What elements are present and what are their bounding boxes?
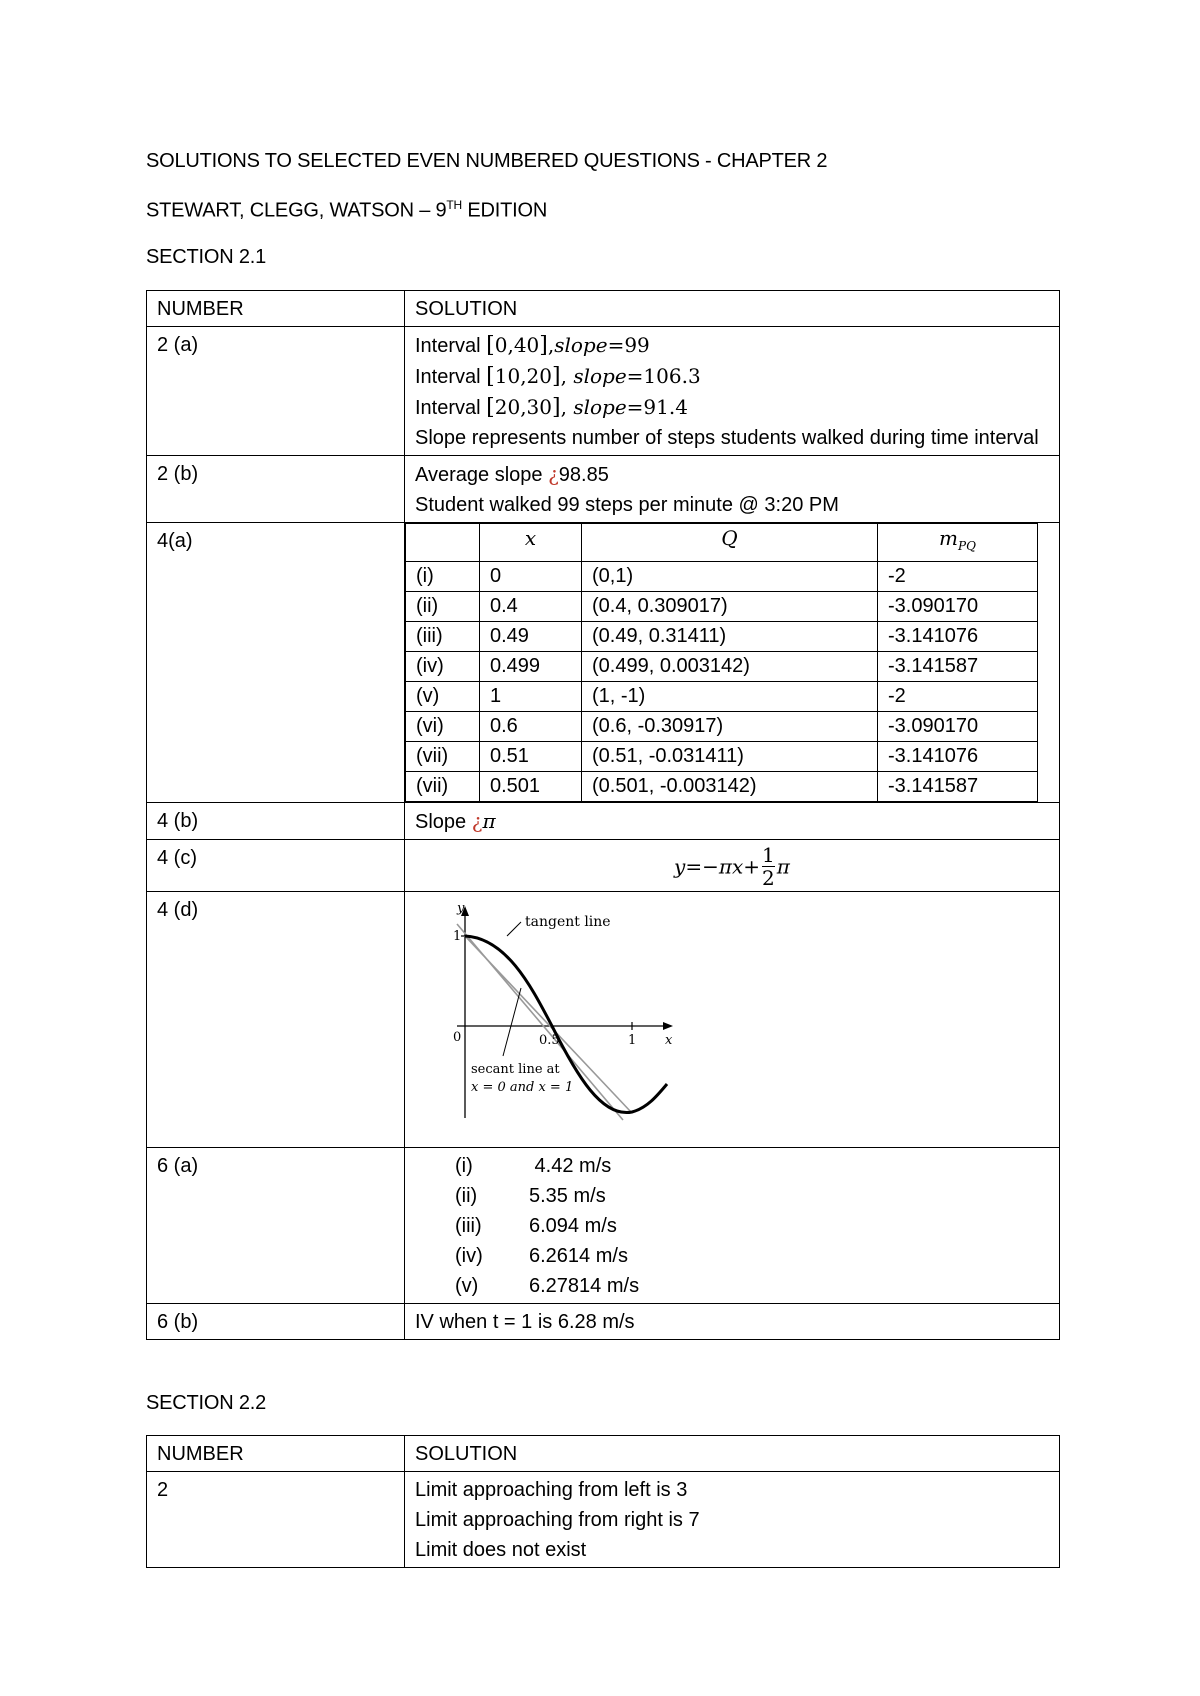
inner-row: (i) 0 (0,1) -2 <box>406 562 1038 592</box>
section-heading-2-1: SECTION 2.1 <box>146 246 267 268</box>
x-tick-one-label: 1 <box>628 1033 637 1048</box>
inner-row: (ii) 0.4 (0.4, 0.309017) -3.090170 <box>406 592 1038 622</box>
fraction: $\frac{1}{2}$ <box>762 843 775 890</box>
col-header-solution: SOLUTION <box>405 1436 1060 1472</box>
solution-cell <box>405 892 1060 1148</box>
inner-row: (vii) 0.501 (0.501, -0.003142) -3.141587 <box>406 772 1038 802</box>
secant-label-line-2: x = 0 and x = 1 <box>471 1080 574 1095</box>
x-tick-half-label: 0.5 <box>539 1033 560 1048</box>
x-axis-arrow <box>663 1022 673 1030</box>
inner-row: (v) 1 (1, -1) -2 <box>406 682 1038 712</box>
tangent-equation: y=−πx+ $\frac{1}{2}$ π <box>674 843 790 890</box>
limit-line: Limit does not exist <box>415 1539 587 1561</box>
list-item: (iii) 6.094 m/s <box>455 1215 617 1237</box>
question-number: 6 (b) <box>147 1304 405 1340</box>
table-row <box>147 456 1060 523</box>
table-header-row <box>147 1436 1060 1472</box>
tangent-line-label: tangent line <box>525 914 611 930</box>
table-row <box>147 803 1060 840</box>
secant-slope-table <box>405 523 1038 802</box>
inner-header-row <box>406 524 1038 562</box>
question-number: 4 (d) <box>147 892 405 1148</box>
question-number: 2 (a) <box>147 327 405 456</box>
y-tick-label: 1 <box>453 929 462 944</box>
solution-note: Slope represents number of steps students walked during time interval <box>415 427 1039 449</box>
solution-cell <box>405 1472 1060 1568</box>
origin-label: 0 <box>453 1030 462 1045</box>
solution-cell <box>405 523 1060 803</box>
question-number: 2 <box>147 1472 405 1568</box>
list-item: (iv) 6.2614 m/s <box>455 1245 628 1267</box>
table-row <box>147 892 1060 1148</box>
y-axis-label: y <box>457 901 465 916</box>
book-authors: STEWART, CLEGG, WATSON – 9TH EDITION <box>146 198 548 222</box>
inner-header-blank <box>406 524 480 562</box>
inner-row: (iii) 0.49 (0.49, 0.31411) -3.141076 <box>406 622 1038 652</box>
limit-line: Limit approaching from left is 3 <box>415 1479 688 1501</box>
secant-label-line-1: secant line at <box>471 1062 560 1077</box>
inner-header-q: Q <box>582 524 878 562</box>
list-item: (i) 4.42 m/s <box>455 1155 612 1177</box>
table-row <box>147 523 1060 803</box>
inner-row: (iv) 0.499 (0.499, 0.003142) -3.141587 <box>406 652 1038 682</box>
list-item: (ii) 5.35 m/s <box>455 1185 606 1207</box>
inner-header-x: x <box>480 524 582 562</box>
table-header-row <box>147 291 1060 327</box>
question-number: 4 (b) <box>147 803 405 840</box>
interval-line: Interval [0,40],slope=99 <box>415 333 650 358</box>
document-title: SOLUTIONS TO SELECTED EVEN NUMBERED QUESTIONS - CHAPTER 2 <box>146 150 828 172</box>
tangent-secant-graph <box>417 898 677 1138</box>
interval-line: Interval [10,20], slope=106.3 <box>415 364 701 389</box>
solution-cell <box>405 840 1060 892</box>
inner-row: (vii) 0.51 (0.51, -0.031411) -3.141076 <box>406 742 1038 772</box>
col-header-solution: SOLUTION <box>405 291 1060 327</box>
solutions-table-2-1 <box>146 290 1060 1340</box>
table-row <box>147 840 1060 892</box>
secant-pointer <box>503 988 521 1056</box>
solution-cell <box>405 1148 1060 1304</box>
table-row <box>147 1148 1060 1304</box>
interval-line: Interval [20,30], slope=91.4 <box>415 395 688 420</box>
solution-cell: Slope ¿π <box>405 803 1060 840</box>
table-row <box>147 1472 1060 1568</box>
section-heading-2-2: SECTION 2.2 <box>146 1392 267 1414</box>
list-item: (v) 6.27814 m/s <box>455 1275 640 1297</box>
solution-cell <box>405 456 1060 523</box>
average-slope-line: Average slope ¿98.85 <box>415 462 609 486</box>
x-axis-label: x <box>665 1033 673 1048</box>
tangent-pointer <box>507 922 521 936</box>
solution-cell: IV when t = 1 is 6.28 m/s <box>405 1304 1060 1340</box>
steps-line: Student walked 99 steps per minute @ 3:20 PM <box>415 494 839 516</box>
question-number: 6 (a) <box>147 1148 405 1304</box>
table-row <box>147 1304 1060 1340</box>
col-header-number: NUMBER <box>147 291 405 327</box>
inner-row: (vi) 0.6 (0.6, -0.30917) -3.090170 <box>406 712 1038 742</box>
solution-cell <box>405 327 1060 456</box>
velocity-list <box>455 1151 1049 1301</box>
solutions-table-2-2 <box>146 1435 1060 1568</box>
table-row <box>147 327 1060 456</box>
question-number: 2 (b) <box>147 456 405 523</box>
question-number: 4(a) <box>147 523 405 803</box>
limit-line: Limit approaching from right is 7 <box>415 1509 700 1531</box>
question-number: 4 (c) <box>147 840 405 892</box>
inner-header-m: $m_{PQ}$ <box>878 524 1038 562</box>
col-header-number: NUMBER <box>147 1436 405 1472</box>
